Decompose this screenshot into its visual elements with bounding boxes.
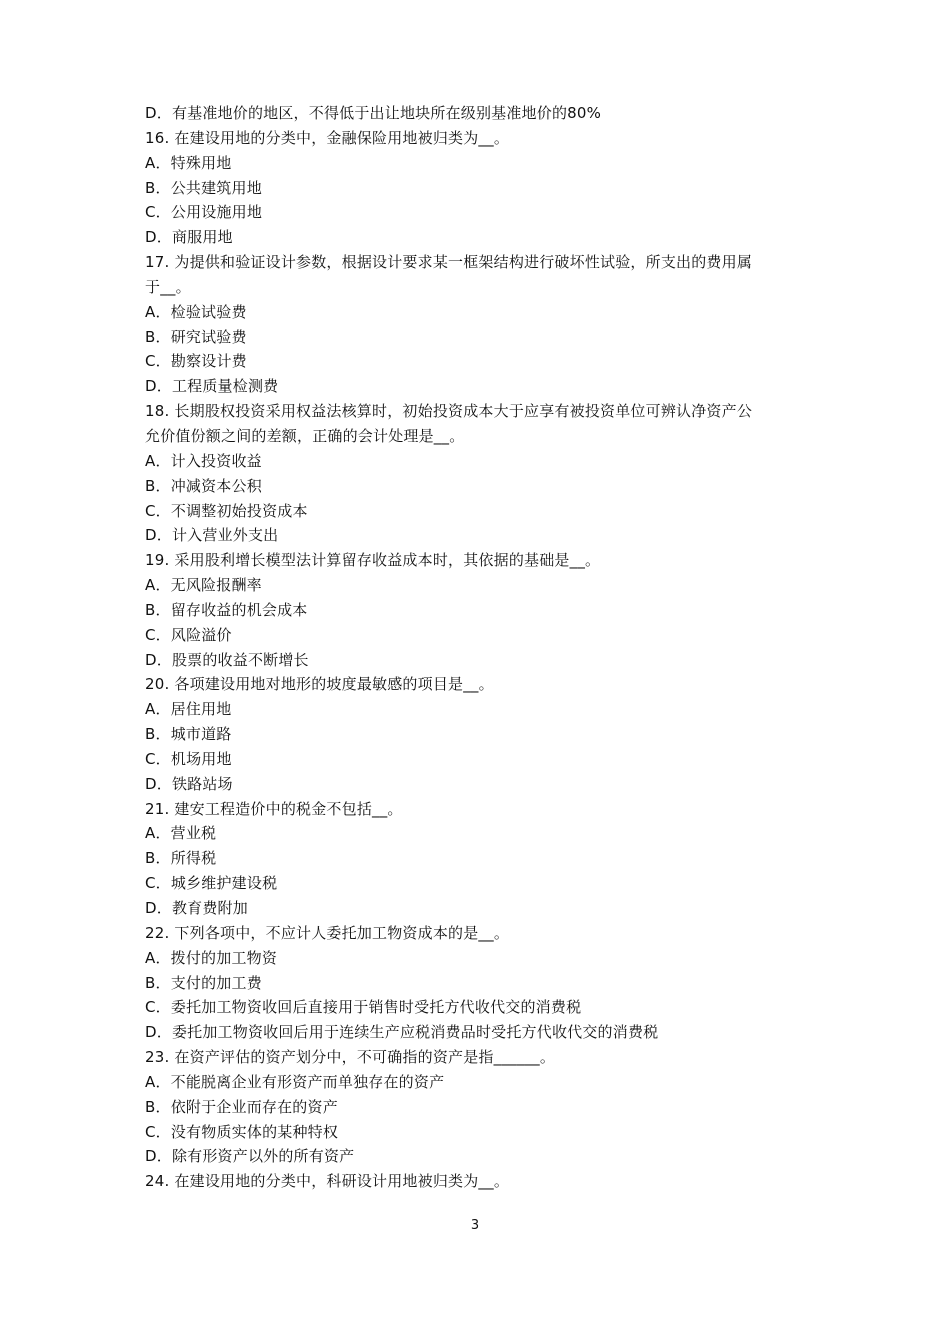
option-a: A．计入投资收益 — [145, 451, 262, 470]
option-a: A．不能脱离企业有形资产而单独存在的资产 — [145, 1072, 445, 1091]
option-d: D．计入营业外支出 — [145, 526, 279, 545]
question-17: 17. 为提供和验证设计参数，根据设计要求某一框架结构进行破坏性试验，所支出的费用属 — [145, 253, 753, 272]
question-24: 24. 在建设用地的分类中，科研设计用地被归类为__。 — [145, 1172, 510, 1191]
option-b: B．研究试验费 — [145, 327, 247, 346]
option-a: A．居住用地 — [145, 700, 232, 719]
question-23: 23. 在资产评估的资产划分中，不可确指的资产是指______。 — [145, 1048, 556, 1067]
option-d: D．教育费附加 — [145, 899, 248, 917]
option-c: C．没有物质实体的某种特权 — [145, 1122, 339, 1141]
option-b: B．公共建筑用地 — [145, 178, 262, 197]
option-a: A．特殊用地 — [145, 153, 232, 172]
text-line: D．有基准地价的地区，不得低于出让地块所在级别基准地价的80% — [145, 104, 602, 122]
question-22: 22. 下列各项中，不应计人委托加工物资成本的是__。 — [145, 923, 510, 942]
option-d: D．委托加工物资收回后用于连续生产应税消费品时受托方代收代交的消费税 — [145, 1023, 659, 1042]
question-21: 21. 建安工程造价中的税金不包括__。 — [145, 799, 403, 818]
option-d: D．工程质量检测费 — [145, 377, 279, 396]
option-d: D．股票的收益不断增长 — [145, 650, 309, 669]
option-d: D．除有形资产以外的所有资产 — [145, 1147, 355, 1166]
page-number: 3 — [470, 1218, 480, 1233]
option-c: C．公用设施用地 — [145, 203, 263, 222]
question-18-continued: 允价值份额之间的差额，正确的会计处理是__。 — [145, 426, 465, 445]
option-b: B．城市道路 — [145, 725, 232, 744]
option-b: B．支付的加工费 — [145, 973, 262, 992]
question-20: 20. 各项建设用地对地形的坡度最敏感的项目是__。 — [145, 675, 494, 694]
option-c: C．勘察设计费 — [145, 352, 247, 371]
option-c: C．风险溢价 — [145, 625, 232, 644]
option-b: B．冲减资本公积 — [145, 476, 262, 495]
option-c: C．城乡维护建设税 — [145, 874, 278, 893]
option-c: C．机场用地 — [145, 749, 232, 768]
option-d: D．商服用地 — [145, 228, 233, 247]
option-a: A．营业税 — [145, 824, 217, 843]
option-a: A．无风险报酬率 — [145, 576, 262, 595]
option-b: B．依附于企业而存在的资产 — [145, 1097, 338, 1116]
option-c: C．不调整初始投资成本 — [145, 501, 308, 520]
document-body — [145, 101, 815, 1194]
question-18: 18. 长期股权投资采用权益法核算时，初始投资成本大于应享有被投资单位可辨认净资产公 — [145, 402, 753, 421]
option-a: A．检验试验费 — [145, 302, 247, 321]
option-d: D．铁路站场 — [145, 774, 233, 793]
question-19: 19. 采用股利增长模型法计算留存收益成本时，其依据的基础是__。 — [145, 551, 601, 570]
option-b: B．留存收益的机会成本 — [145, 600, 308, 619]
question-16: 16. 在建设用地的分类中，金融保险用地被归类为__。 — [145, 128, 510, 147]
question-17-continued: 于__。 — [145, 277, 191, 296]
option-c: C．委托加工物资收回后直接用于销售时受托方代收代交的消费税 — [145, 998, 582, 1017]
option-b: B．所得税 — [145, 849, 217, 868]
option-a: A．拨付的加工物资 — [145, 948, 278, 967]
